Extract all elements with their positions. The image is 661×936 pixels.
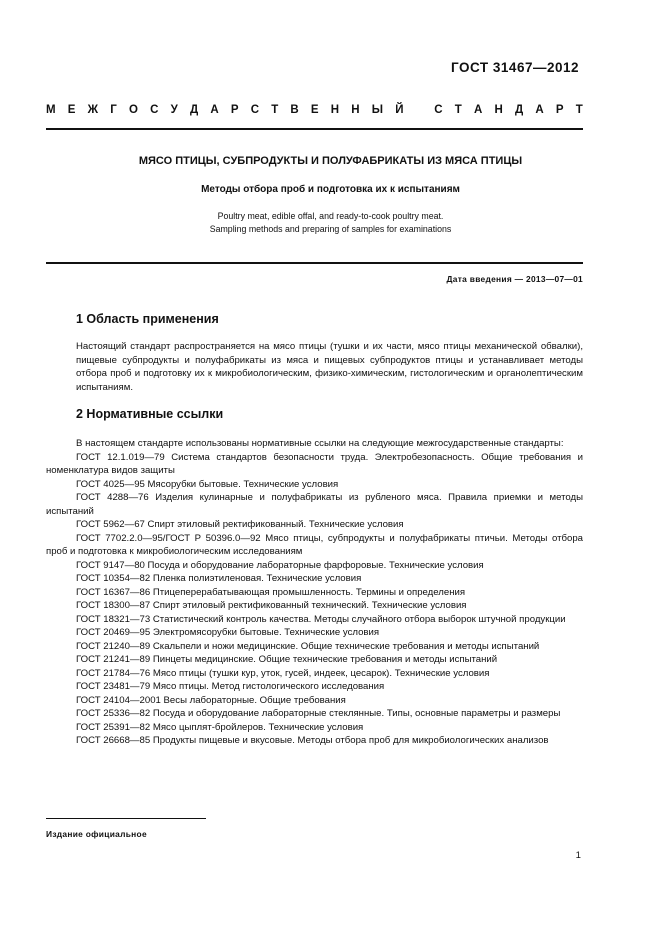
standard-type-letter: А [210,104,219,116]
english-title [0,210,661,235]
section-2-heading: 2 Нормативные ссылки [76,407,224,421]
normative-references-list [46,437,583,748]
standard-type-letter [416,104,422,116]
reference-item: ГОСТ 24104—2001 Весы лабораторные. Общие требования [76,694,346,706]
standard-type-letter: А [473,104,483,116]
standard-type-letter: Е [310,104,319,116]
standard-type-letter: Р [230,104,239,116]
standard-type-letter: Е [67,104,76,116]
standard-type-letter: С [434,104,443,116]
reference-item: ГОСТ 25336—82 Посуда и оборудование лабораторные стеклянные. Типы, основные параметры и размеры [76,708,561,719]
reference-item: ГОСТ 18321—73 Статистический контроль качества. Методы случайного отбора выборок штучной продукции [76,613,566,625]
reference-item: ГОСТ 9147—80 Посуда и оборудование лабораторные фарфоровые. Технические условия [76,559,484,571]
standard-type-letter: Д [514,104,524,116]
document-subtitle: Методы отбора проб и подготовка их к испытаниям [201,184,460,195]
standard-type-letter: Н [330,104,340,116]
edition-label: Издание официальное [46,829,147,839]
reference-item: ГОСТ 12.1.019—79 Система стандартов безопасности труда. Электробезопасность. Общие требования и номенклатура видов защиты [46,451,583,476]
standard-type-letter: В [290,104,299,116]
standard-type-letter: Н [494,104,503,116]
standard-type-letter: С [250,104,259,116]
reference-item: ГОСТ 21241—89 Пинцеты медицинские. Общие технические требования и методы испытаний [76,654,498,665]
document-title: МЯСО ПТИЦЫ, СУБПРОДУКТЫ И ПОЛУФАБРИКАТЫ ИЗ МЯСА ПТИЦЫ [138,155,523,167]
introduction-date: Дата введения — 2013—07—01 [446,274,583,284]
reference-item: ГОСТ 4025—95 Мясорубки бытовые. Технические условия [76,478,339,490]
english-title-line-2: Sampling methods and preparing of samples for examinations [209,223,452,234]
reference-item: ГОСТ 5962—67 Спирт этиловый ректификованный. Технические условия [76,519,404,530]
reference-item: ГОСТ 18300—87 Спирт этиловый ректификованный технический. Технические условия [76,600,467,611]
standard-type-letter: Ы [371,104,384,116]
standard-type-letter: Т [454,104,462,116]
standard-type-letter: О [128,104,138,116]
section-1-paragraph: Настоящий стандарт распространяется на мясо птицы (тушки и их части, мясо птицы механической обвалки), пищевые субпродукты и полуфабрикаты из мяса и пищевых субпродуктов птицы и устанавливает методы отбора проб и подготовку их к микробиологическим, физико-химическим, гистологическим и органолептическим испытаниям. [76,341,583,393]
reference-item: ГОСТ 25391—82 Мясо цыплят-бройлеров. Технические условия [76,721,364,733]
reference-item: ГОСТ 7702.2.0—95/ГОСТ Р 50396.0—92 Мясо птицы, субпродукты и полуфабрикаты птичьи. Методы отбора проб и подготовка к микробиологическим исследованиям [46,532,583,557]
references-intro: В настоящем стандарте использованы нормативные ссылки на следующие межгосударственные стандарты: [76,438,564,449]
footer-rule [46,818,206,819]
reference-item: ГОСТ 21784—76 Мясо птицы (тушки кур, уток, гусей, индеек, цесарок). Технические условия [76,667,490,679]
reference-item: ГОСТ 16367—86 Птицеперерабатывающая промышленность. Термины и определения [76,586,466,598]
header-rule-top [46,128,583,130]
section-1-text [46,340,583,394]
gost-number: ГОСТ 31467—2012 [451,60,579,75]
standard-type-letter: Г [110,104,117,116]
standard-type-letter: Р [555,104,564,116]
section-1-heading: 1 Область применения [76,312,219,326]
standard-type-heading [46,104,583,116]
standard-type-letter: Т [575,104,583,116]
reference-item: ГОСТ 21240—89 Скальпели и ножи медицинские. Общие технические требования и методы испытаний [76,640,540,652]
standard-type-letter: У [170,104,178,116]
header-rule-bottom [46,262,583,264]
reference-item: ГОСТ 4288—76 Изделия кулинарные и полуфабрикаты из рубленого мяса. Правила приемки и методы испытаний [46,492,583,517]
reference-item: ГОСТ 23481—79 Мясо птицы. Метод гистологического исследования [76,681,385,692]
english-title-line-1: Poultry meat, edible offal, and ready-to-cook poultry meat. [217,211,444,221]
reference-item: ГОСТ 10354—82 Пленка полиэтиленовая. Технические условия [76,573,362,584]
standard-type-letter: Д [189,104,199,116]
standard-type-letter: С [150,104,159,116]
reference-item: ГОСТ 26668—85 Продукты пищевые и вкусовые. Методы отбора проб для микробиологических анализов [76,735,549,746]
reference-item: ГОСТ 20469—95 Электромясорубки бытовые. Технические условия [76,627,380,638]
standard-type-letter: Ж [87,104,99,116]
page-number: 1 [575,850,581,861]
standard-type-letter: Й [395,104,404,116]
standard-type-letter: Н [351,104,360,116]
standard-type-letter: А [535,104,544,116]
standard-type-letter: Т [271,104,279,116]
standard-type-letter: М [46,104,56,116]
